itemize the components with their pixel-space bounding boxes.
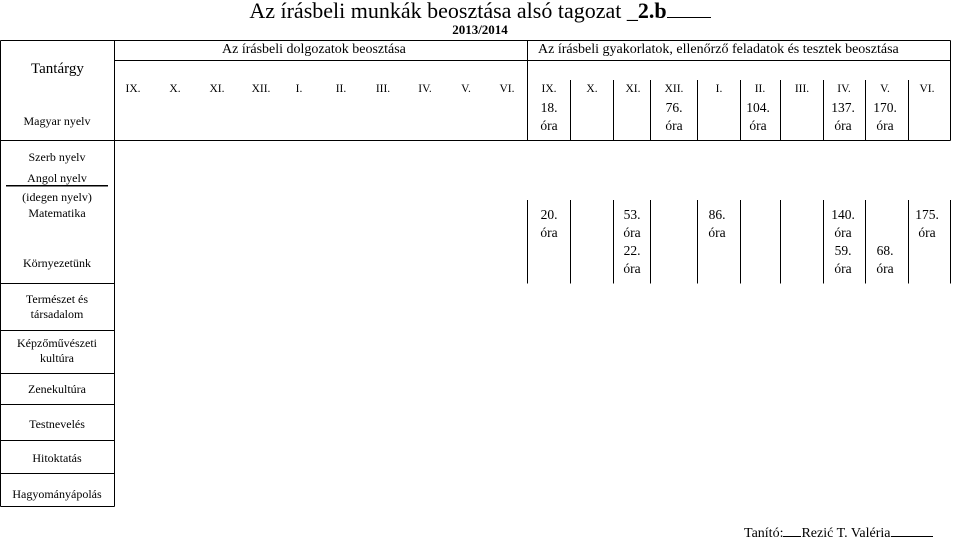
subject-zene: Zenekultúra [28,382,86,396]
month-left-xii: XII. [251,83,271,95]
title-text: Az írásbeli munkák beosztása alsó tagozat _ [249,0,638,23]
entry-matematika-xi: 53. óra [623,207,641,240]
entry-matematika-ix: 20. óra [540,207,558,240]
month-left-i: I. [295,83,303,95]
month-left-iv: IV. [418,83,432,95]
teacher-blank-after [891,522,933,537]
subject-kornyezet: Környezetünk [23,256,91,270]
teacher-blank-before [783,522,801,537]
teacher-label: Tanító: [744,526,784,541]
subject-header: Tantárgy [31,61,84,77]
entry-matematika-iv: 140. óra [831,207,855,240]
entry-kornyezet-iv: 59. óra [834,243,852,276]
entry-magyar-ix: 18. óra [540,100,558,133]
written-practice-header: Az írásbeli gyakorlatok, ellenőrző feladatok és tesztek beosztása [538,42,899,57]
subject-magyar: Magyar nyelv [23,114,91,128]
month-right-iv: IV. [837,83,851,95]
month-right-ii: II. [754,83,766,95]
month-right-ix: IX. [541,83,557,95]
subject-szerb: Szerb nyelv [28,150,86,164]
month-left-vi: VI. [499,83,515,95]
month-right-i: I. [715,83,723,95]
entry-kornyezet-xi: 22. óra [623,243,641,276]
subject-termeszet: Természet és [25,292,89,306]
month-left-x: X. [169,83,181,95]
month-right-xii: XII. [664,83,684,95]
month-left-v: V. [461,83,471,95]
month-left-iii: III. [375,83,391,95]
school-year: 2013/2014 [452,22,508,37]
entry-matematika-vi: 175. óra [915,207,939,240]
class-name: 2.b [637,0,667,23]
entry-magyar-ii: 104. óra [746,100,770,133]
entry-kornyezet-v: 68. óra [876,243,894,276]
subject-hagyomany: Hagyományápolás [12,487,102,501]
entry-magyar-v: 170. óra [873,100,897,133]
subject-angol: Angol nyelv [27,171,87,185]
month-right-x: X. [586,83,598,95]
teacher-name: Rezić T. Valéria [801,526,891,541]
subject-testneveles: Testnevelés [29,417,85,431]
written-tests-header: Az írásbeli dolgozatok beosztása [222,42,406,57]
month-right-xi: XI. [625,83,641,95]
entry-matematika-i: 86. óra [708,207,726,240]
month-left-ii: II. [335,83,347,95]
month-right-vi: VI. [919,83,935,95]
entry-magyar-xii: 76. óra [665,100,683,133]
month-left-ix: IX. [125,83,141,95]
subject-matematika: Matematika [28,206,86,220]
month-right-iii: III. [794,83,810,95]
month-right-v: V. [880,83,890,95]
subject-hitoktatas: Hitoktatás [32,451,82,465]
subject-kepzo-2: kultúra [40,351,74,365]
subject-angol-note: (idegen nyelv) [22,190,92,204]
entry-magyar-iv: 137. óra [831,100,855,133]
subject-kepzo: Képzőművészeti [17,336,97,350]
month-left-xi: XI. [209,83,225,95]
subject-termeszet-2: társadalom [30,307,84,321]
